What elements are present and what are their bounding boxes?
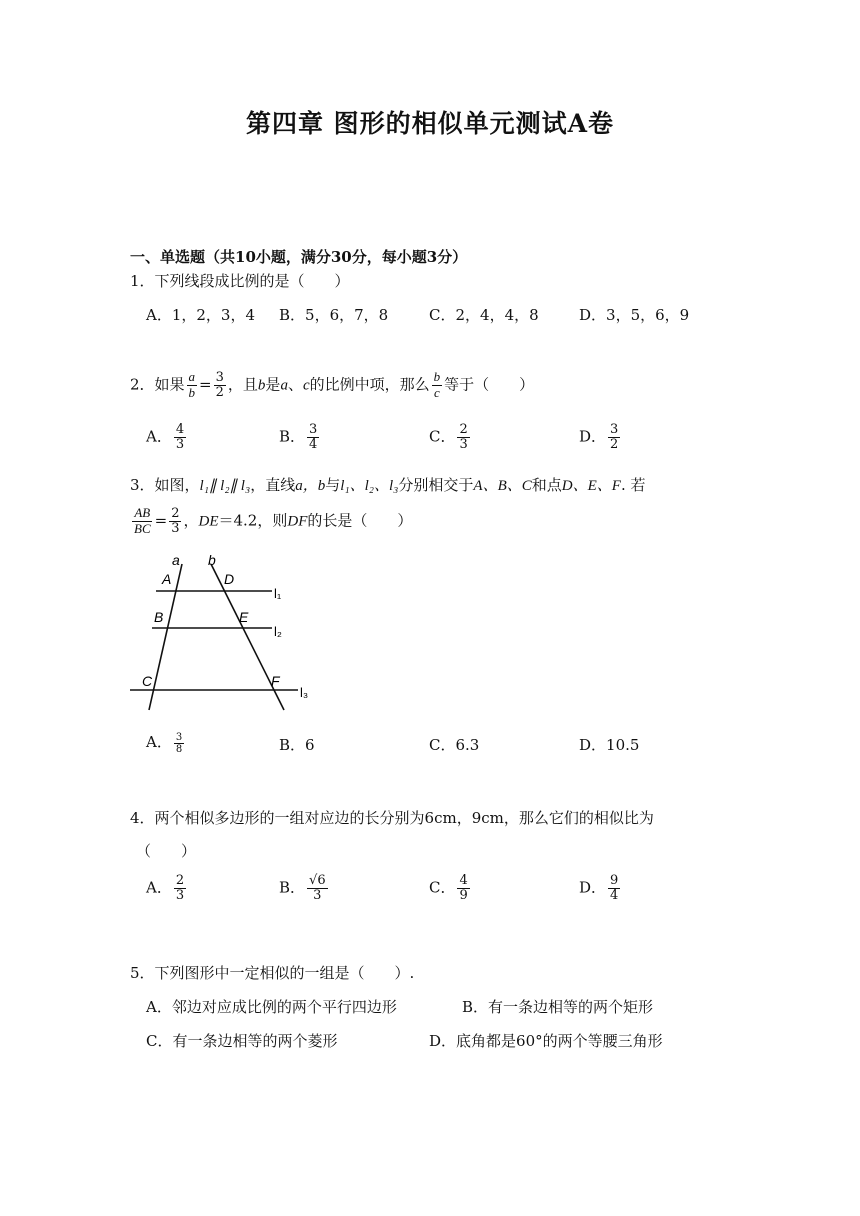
question-1-stem: 1．下列线段成比例的是（ ） [130,272,350,290]
label-C: C [142,673,153,689]
fraction-ab-over-bc: $\frac{AB}{BC}$ [134,505,151,536]
section-heading: 一、单选题（共10小题，满分30分，每小题3分） [130,248,468,266]
q4-option-b: B． $\frac{√6}{3}$ [279,873,326,903]
question-5-stem: 5．下列图形中一定相似的一组是（ ）. [130,964,415,982]
q4-option-c: C． $\frac{4}{9}$ [429,873,468,903]
label-A: A [162,571,172,587]
q5-option-a: A．邻边对应成比例的两个平行四边形 [146,998,397,1016]
question-3-stem-line2: $\frac{AB}{BC}$ = $\frac{2}{3}$ ，DE＝4.2，则DF的长是（ ） [134,505,413,536]
q5-option-c: C．有一条边相等的两个菱形 [146,1032,338,1050]
fraction-3-over-2: $\frac{3}{2}$ [215,370,224,400]
q3-option-c: C．6.3 [429,736,480,754]
question-4-stem-brackets: （ ） [136,842,197,860]
label-b: b [208,552,216,568]
question-4-stem: 4．两个相似多边形的一组对应边的长分别为6cm，9cm，那么它们的相似比为 [130,809,654,827]
q3-option-d: D．10.5 [579,736,640,754]
q5-option-b: B．有一条边相等的两个矩形 [462,998,654,1016]
q1-option-b: B．5，6，7，8 [279,306,389,324]
label-a: a [172,552,180,568]
q2-option-c: C． $\frac{2}{3}$ [429,422,468,452]
label-B: B [154,609,164,625]
q5-option-d: D．底角都是60°的两个等腰三角形 [429,1032,663,1050]
q4-option-d: D． $\frac{9}{4}$ [579,873,619,903]
question-3-stem-line1: 3．如图，l₁∥ l₂∥ l₃，直线a，b与l₁、l₂、l₃分别相交于A、B、C和点D、E、F. 若 [130,476,646,494]
label-D: D [224,571,235,587]
q2-option-a: A． $\frac{4}{3}$ [146,422,185,452]
q3-option-a: A． $\frac{3}{8}$ [146,731,183,755]
q2-option-b: B． $\frac{3}{4}$ [279,422,318,452]
q1-option-a: A．1，2，3，4 [146,306,256,324]
q4-option-a: A． $\frac{2}{3}$ [146,873,185,903]
q3-parallel-lines-figure [126,552,332,716]
label-E: E [239,609,249,625]
q1-option-d: D．3，5，6，9 [579,306,690,324]
page-title: 第四章 图形的相似单元测试A卷 [245,109,615,138]
q1-option-c: C．2，4，4，8 [429,306,539,324]
question-2-stem: 2．如果 $\frac{a}{b}$ = $\frac{3}{2}$ ，且b是a、c的比例中项，那么 $\frac{b}{c}$ 等于（ ） [130,369,535,400]
fraction-b-over-c: $\frac{b}{c}$ [433,369,441,400]
q3-option-b: B．6 [279,736,315,754]
label-l1: l₁ [274,586,282,601]
label-l3: l₃ [300,685,309,700]
fraction-a-over-b: $\frac{a}{b}$ [188,369,196,400]
q2-option-d: D． $\frac{3}{2}$ [579,422,619,452]
label-F: F [271,673,280,689]
label-l2: l₂ [274,624,282,639]
fraction-2-over-3: $\frac{2}{3}$ [171,506,180,536]
